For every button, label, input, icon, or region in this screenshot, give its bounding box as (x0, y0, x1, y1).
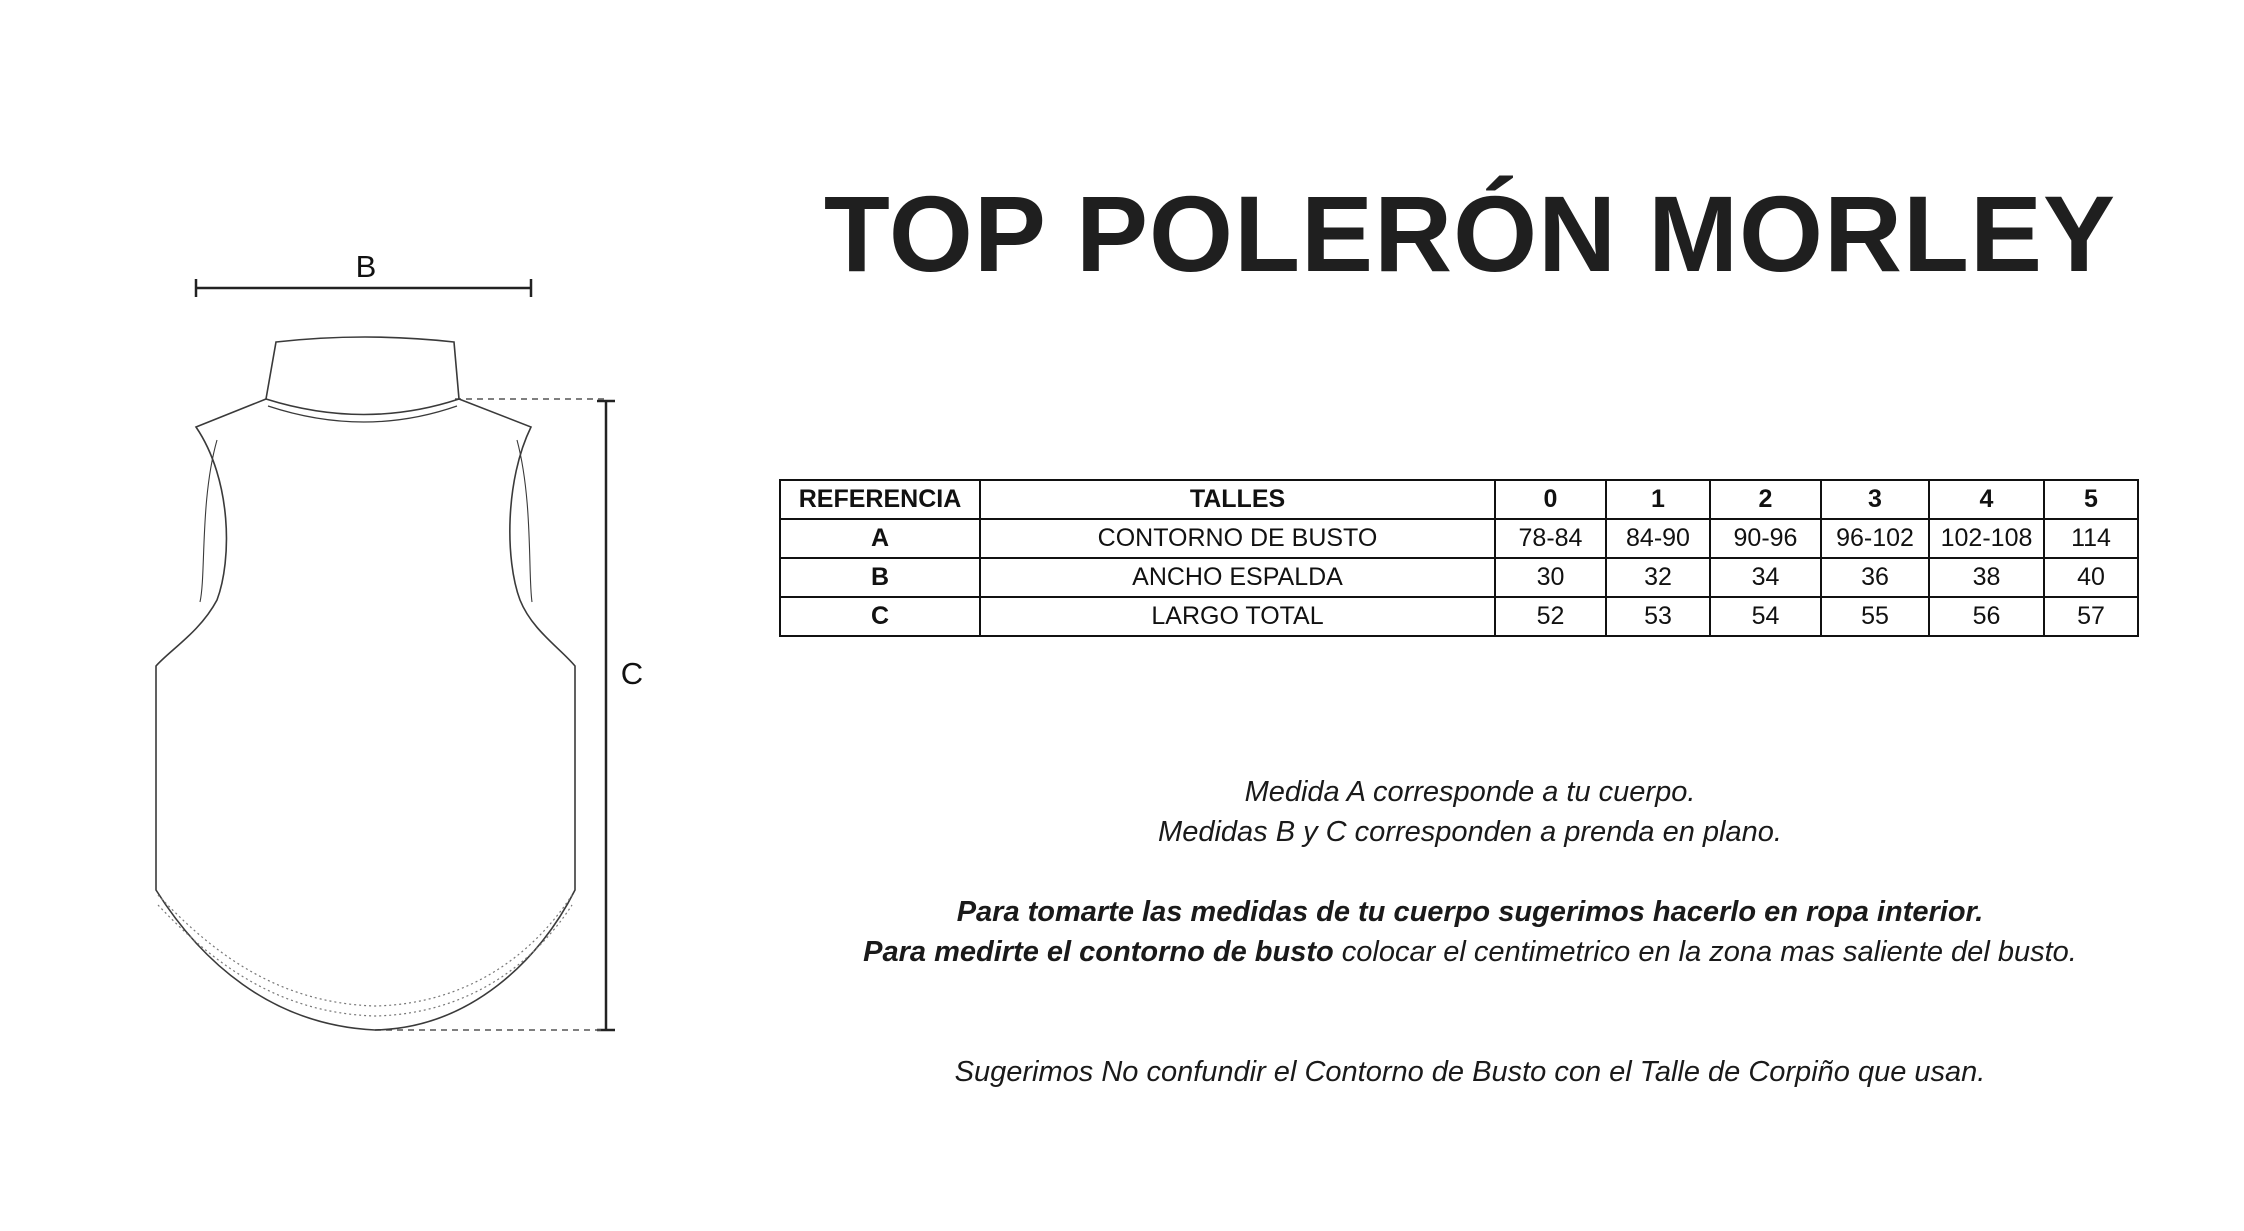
table-cell: 34 (1710, 558, 1821, 597)
note-line-5: Sugerimos No confundir el Contorno de Busto con el Talle de Corpiño que usan. (954, 1056, 1986, 1088)
table-cell: ANCHO ESPALDA (980, 558, 1495, 597)
table-cell: 114 (2044, 519, 2138, 558)
table-cell: 55 (1821, 597, 1929, 636)
table-cell: 32 (1606, 558, 1710, 597)
header-size-3: 3 (1821, 480, 1929, 519)
note-line-4-bold: Para medirte el contorno de busto (863, 936, 1334, 968)
table-cell: LARGO TOTAL (980, 597, 1495, 636)
note-line-4-rest: colocar el centimetrico en la zona mas saliente del busto. (1333, 936, 2077, 968)
dimension-c-label: C (620, 656, 644, 691)
top-garment-outline (156, 337, 575, 1030)
table-cell: C (780, 597, 980, 636)
size-table (779, 479, 2139, 637)
table-cell: 38 (1929, 558, 2044, 597)
header-size-1: 1 (1606, 480, 1710, 519)
table-cell: 53 (1606, 597, 1710, 636)
table-cell: CONTORNO DE BUSTO (980, 519, 1495, 558)
table-row (780, 558, 2138, 597)
table-row (780, 519, 2138, 558)
table-cell: 102-108 (1929, 519, 2044, 558)
table-cell: 40 (2044, 558, 2138, 597)
note-line-4 (760, 932, 2180, 972)
hem-stitching (158, 895, 572, 1016)
header-talles: TALLES (980, 480, 1495, 519)
table-cell: 96-102 (1821, 519, 1929, 558)
table-cell: 84-90 (1606, 519, 1710, 558)
page-title: TOP POLERÓN MORLEY (823, 173, 2117, 294)
table-cell: 90-96 (1710, 519, 1821, 558)
table-cell: 57 (2044, 597, 2138, 636)
table-cell: 52 (1495, 597, 1606, 636)
note-line-1: Medida A corresponde a tu cuerpo. (1244, 776, 1696, 808)
table-cell: 30 (1495, 558, 1606, 597)
table-cell: B (780, 558, 980, 597)
header-size-0: 0 (1495, 480, 1606, 519)
measurement-notes (760, 772, 2180, 1092)
note-line-2: Medidas B y C corresponden a prenda en plano. (1158, 816, 1782, 848)
header-size-4: 4 (1929, 480, 2044, 519)
table-cell: 78-84 (1495, 519, 1606, 558)
table-cell: 56 (1929, 597, 2044, 636)
header-size-5: 5 (2044, 480, 2138, 519)
table-cell: 36 (1821, 558, 1929, 597)
table-header-row (780, 480, 2138, 519)
header-referencia: REFERENCIA (780, 480, 980, 519)
note-line-3: Para tomarte las medidas de tu cuerpo sugerimos hacerlo en ropa interior. (956, 896, 1984, 928)
table-cell: A (780, 519, 980, 558)
header-size-2: 2 (1710, 480, 1821, 519)
dimension-b-label: B (355, 249, 377, 284)
table-cell: 54 (1710, 597, 1821, 636)
table-row (780, 597, 2138, 636)
